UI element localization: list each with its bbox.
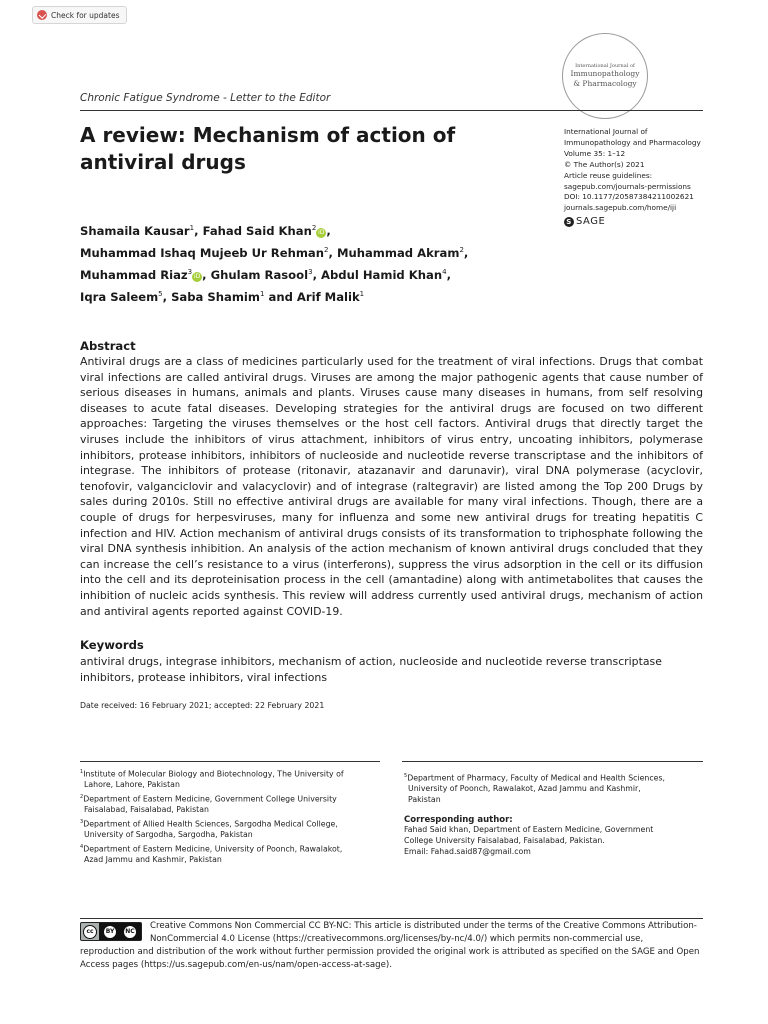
separator: , bbox=[194, 223, 203, 238]
journal-link[interactable]: journals.sagepub.com/home/iji bbox=[564, 203, 677, 213]
cc-terms bbox=[99, 923, 141, 940]
footnote-divider-right bbox=[402, 761, 703, 762]
affiliation-ref: 5 bbox=[158, 289, 163, 298]
orcid-icon[interactable]: iD bbox=[193, 272, 201, 280]
affiliation-line: Department of Allied Health Sciences, Sargodha Medical College, bbox=[83, 819, 338, 829]
journal-logo bbox=[562, 33, 648, 119]
affiliation-line: Institute of Molecular Biology and Biotechnology, The University of bbox=[83, 769, 344, 779]
keywords-text: antiviral drugs, integrase inhibitors, mechanism of action, nucleoside and nucleotide reverse transcriptase inhibitors, protease inhibitors, viral infections bbox=[80, 655, 662, 684]
affiliation-number: 1 bbox=[80, 769, 84, 775]
affiliation-line: Department of Eastern Medicine, Government College University bbox=[83, 794, 337, 804]
article-title: A review: Mechanism of action of antiviral drugs bbox=[80, 123, 456, 174]
affiliation-line: Pakistan bbox=[408, 795, 441, 804]
meta-line: Volume 35: 1–12 bbox=[564, 148, 626, 158]
affiliation-item bbox=[80, 817, 380, 841]
journal-logo-line1: International Journal of bbox=[575, 63, 635, 69]
footnote-divider-left bbox=[80, 761, 380, 762]
publisher-logo bbox=[564, 216, 605, 227]
section-label: Chronic Fatigue Syndrome - Letter to the Editor bbox=[80, 92, 331, 104]
meta-line: International Journal of bbox=[564, 127, 648, 136]
corresponding-line: College University Faisalabad, Faisalabad, Pakistan. bbox=[404, 836, 605, 846]
affiliation-ref: 1 bbox=[189, 224, 195, 232]
affiliation-ref: 1 bbox=[259, 289, 265, 298]
journal-logo-line3: & Pharmacology bbox=[573, 79, 637, 88]
separator: , bbox=[162, 289, 172, 304]
license-text bbox=[80, 920, 703, 972]
license-divider bbox=[80, 918, 703, 919]
affiliation-ref: 3 bbox=[308, 267, 313, 276]
header-divider bbox=[80, 110, 703, 111]
affiliation-item bbox=[80, 792, 380, 816]
author-name: Fahad Said Khan bbox=[202, 223, 312, 238]
nc-icon: NC bbox=[124, 926, 136, 938]
orcid-icon[interactable]: iD bbox=[318, 228, 325, 236]
meta-line: Immunopathology and Pharmacology bbox=[564, 137, 701, 147]
keywords-heading: Keywords bbox=[80, 638, 144, 652]
cc-license-icon[interactable] bbox=[80, 922, 142, 941]
affiliation-number: 4 bbox=[80, 844, 84, 850]
author-name: Arif Malik bbox=[296, 289, 360, 304]
author-name: Abdul Hamid Khan bbox=[321, 267, 443, 282]
affiliation-line: University of Poonch, Rawalakot, Azad Jammu and Kashmir, bbox=[408, 784, 641, 794]
meta-line: Article reuse guidelines: bbox=[564, 170, 653, 180]
doi-link[interactable]: DOI: 10.1177/20587384211002621 bbox=[564, 192, 694, 202]
author-name: Muhammad Ishaq Mujeeb Ur Rehman bbox=[80, 245, 325, 260]
affiliations-right bbox=[404, 771, 704, 858]
check-for-updates-label: Check for updates bbox=[51, 10, 120, 20]
author-name: Saba Shamim bbox=[171, 289, 260, 304]
author-list bbox=[80, 219, 560, 306]
reuse-link[interactable]: sagepub.com/journals-permissions bbox=[564, 181, 691, 191]
affiliation-ref: 2 bbox=[324, 245, 329, 254]
affiliation-ref: 2 bbox=[459, 245, 464, 254]
affiliation-number: 2 bbox=[80, 794, 84, 800]
abstract-heading: Abstract bbox=[80, 339, 136, 353]
meta-line: © The Author(s) 2021 bbox=[564, 159, 645, 169]
affiliation-number: 5 bbox=[404, 773, 408, 779]
affiliation-line: Faisalabad, Faisalabad, Pakistan bbox=[84, 805, 209, 815]
check-icon bbox=[37, 10, 47, 20]
journal-logo-line2: Immunopathology bbox=[570, 69, 640, 78]
separator: , bbox=[446, 267, 451, 282]
affiliation-number: 3 bbox=[80, 819, 84, 825]
affiliation-line: Azad Jammu and Kashmir, Pakistan bbox=[84, 855, 222, 865]
corresponding-email[interactable]: Email: Fahad.said87@gmail.com bbox=[404, 846, 531, 856]
affiliation-ref: 2 bbox=[311, 224, 317, 232]
abstract-text: Antiviral drugs are a class of medicines particularly used for the treatment of viral infections. Drugs that combat viral infections are called antiviral drugs. Viruses are among the major pathogenic agents that cause number of serious diseases in humans, animals and plants. Viruses cause many diseases in humans, from self resolving diseases to acute fatal diseases. Developing strategies for the antiviral drugs are focused on two different approaches: Targeting the viruses themselves or the host cell factors. Antiviral drugs that directly target the viruses include the inhibitors of virus attachment, inhibitors of virus entry, uncoating inhibitors, polymerase inhibitors, protease inhibitors, inhibitors of nucleoside and nucleotide reverse transcriptase and the inhibitors of integrase. The inhibitors of protease (ritonavir, atazanavir and darunavir), viral DNA polymerase (acyclovir, tenofovir, valganciclovir and valacyclovir) and of integrase (raltegravir) are listed among the Top 200 Drugs by sales during 2010s. Still no effective antiviral drugs are available for many viral infections. Though, there are a couple of drugs for herpesviruses, many for influenza and some new antiviral drugs for treating hepatitis C infection and HIV. Action mechanism of antiviral drugs consists of its transformation to triphosphate following the viral DNA synthesis inhibition. An analysis of the action mechanism of known antiviral drugs concluded that they can increase the cell’s resistance to a virus (interferons), suppress the virus adsorption in the cell or its diffusion into the cell and its deproteinisation process in the cell (amantadine) along with antimetabolites that causes the inhibition of nucleic acids synthesis. This review will address currently used antiviral drugs, mechanism of action and antiviral agents reported against COVID-19. bbox=[80, 355, 703, 618]
affiliations-left bbox=[80, 767, 380, 867]
sage-icon: S bbox=[564, 217, 574, 227]
affiliation-line: Department of Eastern Medicine, University of Poonch, Rawalakot, bbox=[83, 844, 343, 854]
separator: , bbox=[463, 245, 469, 260]
author-name: Iqra Saleem bbox=[80, 289, 159, 304]
affiliation-line: University of Sargodha, Sargodha, Pakistan bbox=[84, 830, 253, 840]
affiliation-item bbox=[404, 771, 704, 806]
affiliation-ref: 4 bbox=[442, 267, 447, 276]
by-icon: BY bbox=[104, 926, 116, 938]
date-received: Date received: 16 February 2021; accepted: 22 February 2021 bbox=[80, 701, 325, 710]
separator: , bbox=[328, 245, 337, 260]
affiliation-item bbox=[80, 842, 380, 866]
author-name: Muhammad Akram bbox=[336, 245, 460, 260]
author-name: Muhammad Riaz bbox=[80, 267, 188, 282]
author-name: Shamaila Kausar bbox=[80, 223, 190, 238]
publisher-name: SAGE bbox=[576, 216, 606, 227]
separator: , bbox=[312, 267, 322, 282]
journal-metadata bbox=[564, 127, 714, 214]
separator: and bbox=[264, 289, 297, 304]
affiliation-line: Lahore, Lahore, Pakistan bbox=[84, 780, 180, 790]
separator: , bbox=[202, 267, 211, 282]
check-for-updates-button[interactable] bbox=[32, 6, 127, 24]
corresponding-author-heading: Corresponding author: bbox=[404, 814, 513, 825]
separator: , bbox=[326, 223, 331, 238]
license-line: reproduction and distribution of the work without further permission provided the original work is attributed as specified on the SAGE and Open Access pages (https://us.sagepub.com/en-us/nam/open-access-at-sage). bbox=[80, 947, 700, 970]
corresponding-line: Fahad Said khan, Department of Eastern Medicine, Government bbox=[404, 825, 654, 835]
affiliation-line: Department of Pharmacy, Faculty of Medical and Health Sciences, bbox=[407, 773, 665, 783]
affiliation-ref: 1 bbox=[359, 289, 365, 298]
author-name: Ghulam Rasool bbox=[210, 267, 309, 282]
cc-icon: cc bbox=[83, 925, 97, 939]
affiliation-ref: 3 bbox=[187, 267, 193, 276]
license-line: Creative Commons Non Commercial CC BY-NC: This article is distributed under the terms of the Creative Commons Attribution-NonCommercial 4.0 License (https://creativecommons.org/licenses/by-nc/4.0/) which permits non-commercial use, bbox=[150, 921, 697, 944]
affiliation-item bbox=[80, 767, 380, 791]
